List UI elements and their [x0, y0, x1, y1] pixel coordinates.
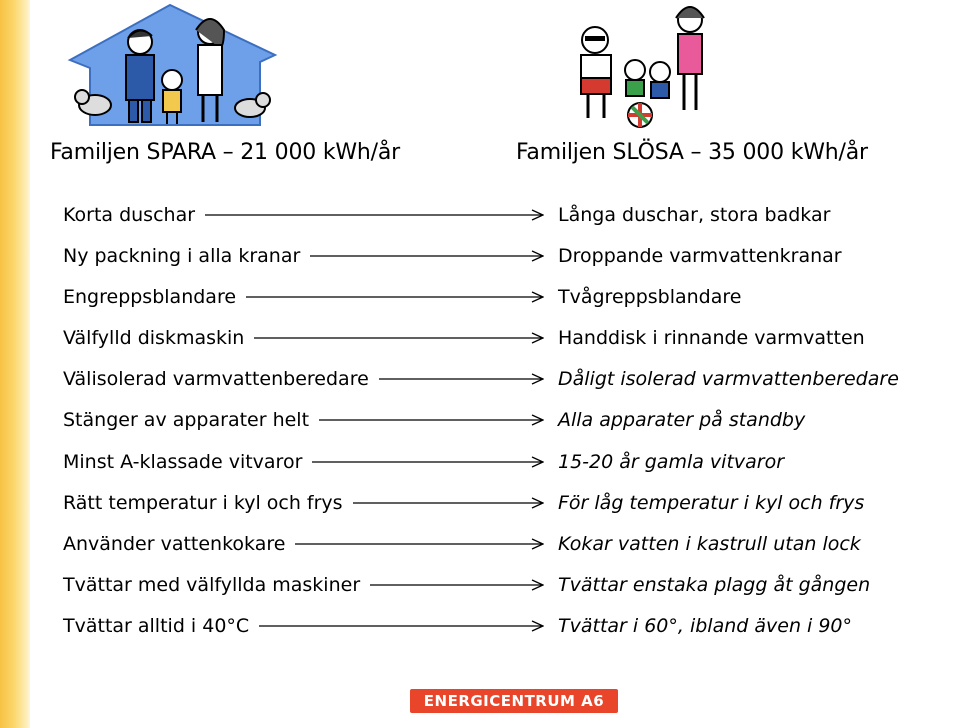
saving-habit: Rätt temperatur i kyl och frys — [63, 492, 343, 514]
arrow-right-icon — [295, 532, 544, 556]
arrow-right-icon — [370, 573, 544, 597]
wasting-habit: Tvågreppsblandare — [558, 286, 742, 308]
wasting-habit: Tvättar enstaka plagg åt gången — [558, 574, 871, 596]
saving-habit: Korta duschar — [63, 204, 196, 226]
arrow-right-icon — [312, 450, 544, 474]
arrow-right-icon — [353, 491, 544, 515]
wasting-habit: Handdisk i rinnande varmvatten — [558, 327, 865, 349]
wasting-habit: Långa duschar, stora badkar — [558, 204, 831, 226]
comparison-row — [0, 450, 960, 474]
wasting-habit: Droppande varmvattenkranar — [558, 245, 842, 267]
saving-habit: Välisolerad varmvattenberedare — [63, 368, 369, 390]
comparison-row — [0, 244, 960, 268]
saving-habit: Engreppsblandare — [63, 286, 237, 308]
arrow-right-icon — [246, 285, 544, 309]
comparison-row — [0, 614, 960, 638]
arrow-right-icon — [254, 326, 544, 350]
comparison-row — [0, 532, 960, 556]
heading-spara: Familjen SPARA – 21 000 kWh/år — [50, 140, 401, 165]
wasting-habit: Tvättar i 60°, ibland även i 90° — [558, 615, 853, 637]
saving-habit: Tvättar alltid i 40°C — [63, 615, 250, 637]
comparison-row — [0, 573, 960, 597]
saving-habit: Använder vattenkokare — [63, 533, 286, 555]
heading-slosa: Familjen SLÖSA – 35 000 kWh/år — [516, 140, 868, 165]
arrow-right-icon — [205, 203, 544, 227]
arrow-right-icon — [319, 408, 544, 432]
saving-habit: Ny packning i alla kranar — [63, 245, 301, 267]
saving-habit: Tvättar med välfyllda maskiner — [63, 574, 361, 596]
wasting-habit: Alla apparater på standby — [558, 409, 806, 431]
comparison-row — [0, 326, 960, 350]
comparison-row — [0, 491, 960, 515]
arrow-right-icon — [379, 367, 544, 391]
energicentrum-logo: ENERGICENTRUM A6 — [410, 689, 618, 713]
wasting-habit: Dåligt isolerad varmvattenberedare — [558, 368, 899, 390]
saving-habit: Stänger av apparater helt — [63, 409, 310, 431]
comparison-row — [0, 367, 960, 391]
saving-habit: Välfylld diskmaskin — [63, 327, 245, 349]
arrow-right-icon — [310, 244, 544, 268]
wasting-habit: 15-20 år gamla vitvaror — [558, 451, 785, 473]
saving-habit: Minst A-klassade vitvaror — [63, 451, 303, 473]
wasting-habit: För låg temperatur i kyl och frys — [558, 492, 865, 514]
comparison-row — [0, 203, 960, 227]
arrow-right-icon — [259, 614, 544, 638]
wasting-habit: Kokar vatten i kastrull utan lock — [558, 533, 861, 555]
comparison-row — [0, 285, 960, 309]
comparison-row — [0, 408, 960, 432]
